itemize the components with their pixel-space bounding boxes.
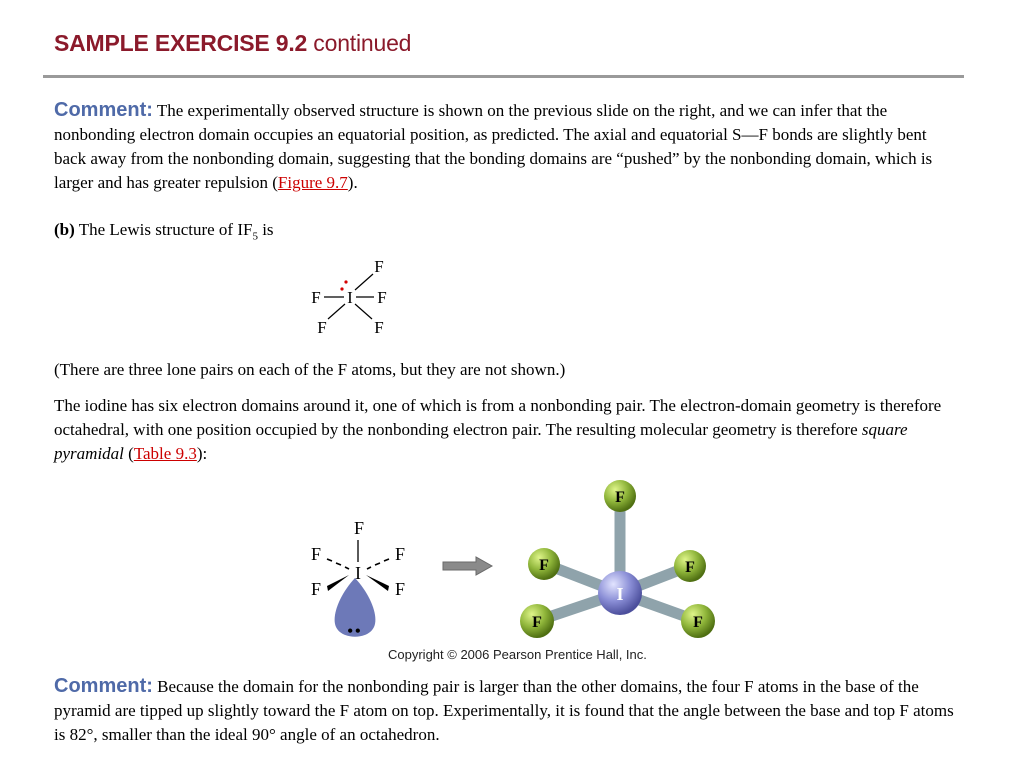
model-atom-f-bottom-right [681,604,715,638]
title-divider [43,75,964,78]
model-label-f-bottom-left: F [532,614,542,631]
lewis-atom-iodine: I [347,288,353,307]
part-b-label: (b) [54,220,75,239]
wedge-bond-left [327,575,349,591]
comment-text-2: Because the domain for the nonbonding pair is larger than the other domains, the four F atoms in the base of the pyramid are tipped up slightly toward the F atom on top. Experimentally, it is found that the angle between the base and top F atoms is 82°, smaller than the ideal 90° angle of an octahedron. [54,677,954,744]
comment-label-2: Comment: [54,675,153,697]
wedge-atom-iodine: I [355,563,361,583]
figure-9-7-link[interactable]: Figure 9.7 [277,173,348,192]
model-label-f-mid-left: F [539,557,549,574]
wedge-atom-f-lower-right: F [394,579,406,599]
explanation-open: ( [123,444,134,463]
model-label-f-mid-right: F [685,559,695,576]
wedge-atom-f-top: F [353,518,365,538]
lewis-structure-diagram [300,252,400,340]
model-atom-f-bottom-left [520,604,554,638]
part-b-subscript: 5 [252,230,258,243]
wedge-dash-diagram [300,512,410,642]
comment-end-1: ). [347,173,358,192]
wedge-atom-f-upper-right: F [394,544,406,564]
wedge-bond-right [366,575,389,591]
explanation-paragraph [54,394,959,466]
lewis-atom-f-bottom-right: F [374,318,384,337]
comment-label-1: Comment: [54,99,153,121]
wedge-atom-f-lower-left: F [310,579,322,599]
lone-pair-dots: •• [347,623,363,640]
ball-and-stick-model [510,476,735,646]
lewis-atom-f-top: F [374,257,384,276]
lewis-atom-f-left: F [311,288,321,307]
slide-title-bold: SAMPLE EXERCISE 9.2 [54,30,308,56]
comment-paragraph-2 [54,674,959,747]
slide-title [54,30,411,57]
part-b-paragraph [54,218,959,248]
slide-title-continued: continued [307,30,412,56]
explanation-end: ): [196,444,208,463]
model-atom-f-mid-left [528,548,560,580]
model-label-iodine: I [616,584,624,604]
part-b-text: The Lewis structure of IF [74,220,253,239]
lewis-atom-f-bottom-left: F [317,318,327,337]
copyright-notice: Copyright © 2006 Pearson Prentice Hall, Inc. [388,647,647,662]
lone-pairs-note: (There are three lone pairs on each of the F atoms, but they are not shown.) [54,360,566,379]
arrow-icon [440,555,496,577]
wedge-atom-f-upper-left: F [310,544,322,564]
model-atom-f-mid-right [674,550,706,582]
model-atom-f-top [604,480,636,512]
comment-paragraph-1 [54,98,959,195]
square-pyramidal-term: square pyramidal [54,420,908,463]
part-b-end: is [257,220,274,239]
table-9-3-link[interactable]: Table 9.3 [133,444,197,463]
model-label-f-top: F [615,489,625,506]
explanation-text: The iodine has six electron domains around it, one of which is from a nonbonding pair. The electron-domain geometry is therefore octahedral, with one position occupied by the nonbonding electron pair. The resulting molecular geometry is therefore [54,396,942,439]
lewis-atom-f-right: F [377,288,387,307]
model-atom-iodine [598,571,642,615]
comment-text-1: The experimentally observed structure is shown on the previous slide on the right, and we can infer that the nonbonding electron domain occupies an equatorial position, as predicted. The axial and equatorial S—F bonds are slightly bent back away from the nonbonding domain, suggesting that the bonding domains are “pushed” by the nonbonding domain, which is larger and has greater repulsion ( [54,101,933,192]
model-label-f-bottom-right: F [693,614,703,631]
